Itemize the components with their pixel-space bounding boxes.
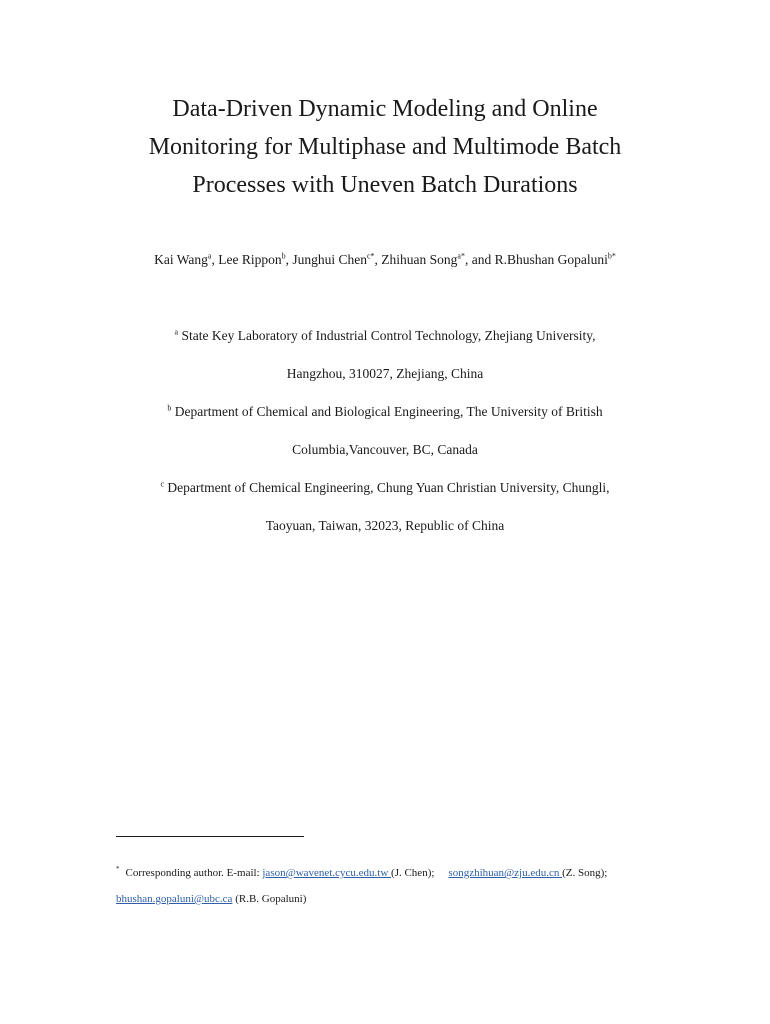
author-affiliation-mark: a — [207, 251, 212, 261]
author-affiliation-mark: a* — [457, 251, 465, 261]
author-separator: , — [285, 252, 293, 267]
affiliation-text: Department of Chemical Engineering, Chung Yuan Christian University, Chungli, — [164, 480, 610, 495]
affiliation-mark: c — [160, 479, 164, 489]
author-separator: , — [211, 252, 219, 267]
author-list — [40, 250, 730, 270]
paper-title — [60, 90, 710, 204]
author-name: Lee Rippon — [218, 252, 282, 267]
author-separator: , and — [464, 252, 495, 267]
affiliation-line: Taoyuan, Taiwan, 32023, Republic of China — [265, 518, 505, 533]
affiliation-line — [60, 478, 710, 516]
title-line: Monitoring for Multiphase and Multimode Batch — [148, 134, 622, 160]
footnote-line — [116, 860, 676, 886]
affiliation-line: Columbia,Vancouver, BC, Canada — [292, 442, 478, 457]
affiliation-line: Hangzhou, 310027, Zhejiang, China — [286, 366, 484, 381]
footnote-author-song: (Z. Song); — [562, 867, 608, 879]
email-link-gopaluni[interactable]: bhushan.gopaluni@ubc.ca — [116, 893, 233, 905]
title-line: Data-Driven Dynamic Modeling and Online — [172, 96, 598, 122]
footnote-author-gopaluni: (R.B. Gopaluni) — [232, 893, 307, 905]
email-link-song[interactable]: songzhihuan@zju.edu.cn — [448, 867, 563, 879]
affiliation-text: Department of Chemical and Biological Engineering, The University of British — [171, 404, 603, 419]
affiliation-line — [60, 326, 710, 364]
author-name: Zhihuan Song — [381, 252, 458, 267]
footnote-separator-rule — [116, 836, 304, 837]
footnote-author-chen: (J. Chen); — [391, 867, 435, 879]
footnote-prefix: Corresponding author. E-mail: — [125, 867, 263, 879]
affiliation-mark: b — [167, 403, 172, 413]
author-name: R.Bhushan Gopaluni — [494, 252, 608, 267]
affiliation-line — [60, 402, 710, 440]
affiliation-mark: a — [174, 327, 179, 337]
corresponding-author-footnote — [116, 860, 676, 912]
author-affiliation-mark: c* — [366, 251, 375, 261]
author-name: Junghui Chen — [292, 252, 367, 267]
author-affiliation-mark: b — [281, 251, 286, 261]
title-line: Processes with Uneven Batch Durations — [192, 172, 578, 198]
affiliation-list — [60, 326, 710, 554]
affiliation-text: State Key Laboratory of Industrial Control Technology, Zhejiang University, — [178, 328, 596, 343]
author-separator: , — [374, 252, 382, 267]
footnote-mark: * — [116, 865, 120, 874]
author-name: Kai Wang — [154, 252, 208, 267]
footnote-line — [116, 886, 676, 912]
email-link-chen[interactable]: jason@wavenet.cycu.edu.tw — [262, 867, 392, 879]
author-affiliation-mark: b* — [607, 251, 616, 261]
